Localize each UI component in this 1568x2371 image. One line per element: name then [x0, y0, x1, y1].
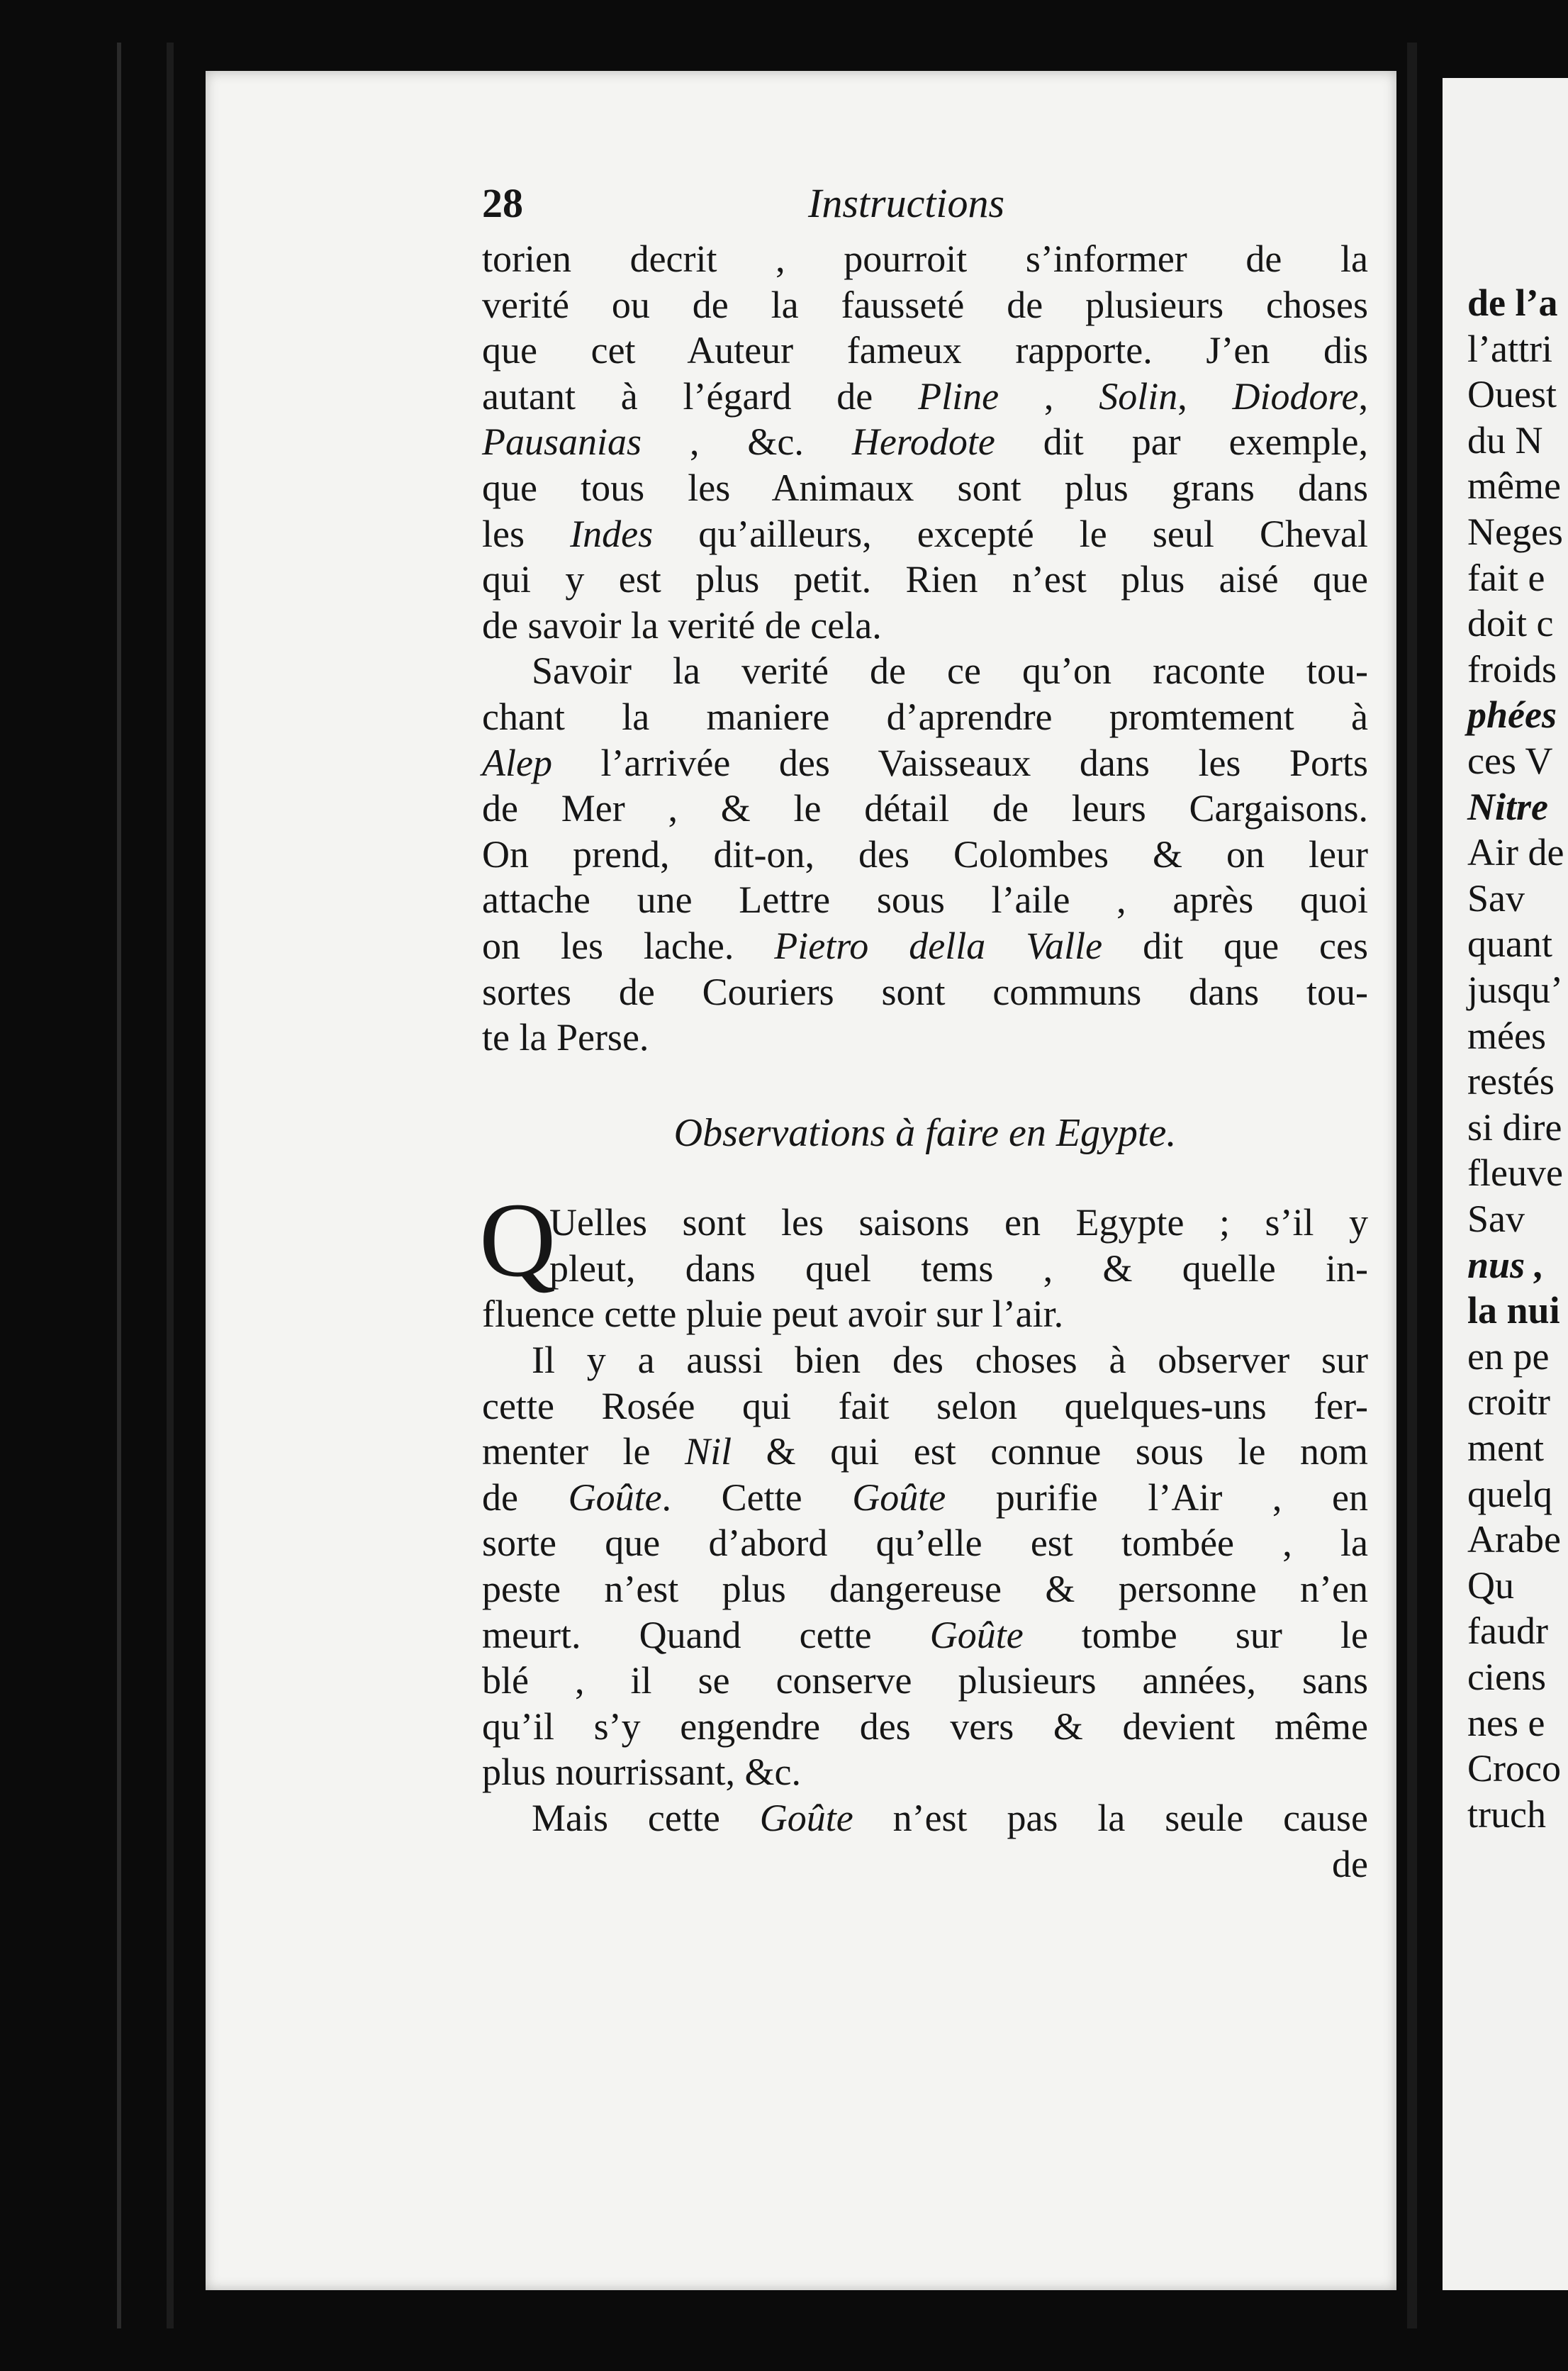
facing-page-line: Qu: [1467, 1563, 1514, 1607]
binding-edge: [117, 43, 121, 2328]
facing-page-line: jusqu’: [1467, 969, 1563, 1011]
text-line: sorte que d’abord qu’elle est tombée , la: [482, 1522, 1368, 1565]
text-line: On prend, dit-on, des Colombes & on leur: [482, 832, 1368, 876]
text-line: torien decrit , pourroit s’informer de la: [482, 238, 1368, 280]
facing-page-line: faudr: [1467, 1610, 1548, 1653]
paragraph-5: [482, 1795, 1368, 1841]
facing-page-line: Arabe: [1467, 1518, 1561, 1561]
text-line: Pausanias , &c. Herodote dit par exemple,: [482, 420, 1368, 464]
facing-page-line: Croco: [1467, 1747, 1561, 1790]
paragraph-3: [479, 1181, 1368, 1337]
text-line: blé , il se conserve plusieurs années, sans: [482, 1659, 1368, 1702]
facing-page-line: doit c: [1467, 602, 1554, 645]
facing-page: [1443, 78, 1568, 2290]
running-head: [482, 181, 1368, 236]
text-line: que tous les Animaux sont plus grans dans: [482, 466, 1368, 509]
binding-edge: [167, 43, 174, 2328]
facing-page-line: nus ,: [1467, 1243, 1545, 1286]
text-line: que cet Auteur fameux rapporte. J’en dis: [482, 329, 1368, 372]
text-line: Alep l’arrivée des Vaisseaux dans les Ports: [482, 741, 1368, 784]
facing-page-line: en pe: [1467, 1334, 1550, 1378]
text-line: les Indes qu’ailleurs, excepté le seul Cheval: [482, 512, 1368, 555]
facing-page-line: ces V: [1467, 740, 1553, 782]
facing-page-line: la nui: [1467, 1289, 1560, 1332]
facing-page-line: Air de: [1467, 831, 1564, 874]
facing-page-line: Nitre: [1467, 785, 1548, 828]
facing-page-line: fleuve: [1467, 1151, 1563, 1195]
facing-page-line: mées: [1467, 1014, 1546, 1057]
facing-page-line: nes e: [1467, 1701, 1545, 1744]
paragraph-2: [482, 648, 1368, 1060]
facing-page-line: croitr: [1467, 1380, 1550, 1424]
paragraph-4: [482, 1337, 1368, 1795]
text-line: Mais cette Goûte n’est pas la seule cause: [532, 1797, 1368, 1839]
text-line: de Goûte. Cette Goûte purifie l’Air , en: [482, 1475, 1369, 1519]
page-text: [479, 180, 1369, 1887]
text-line: meurt. Quand cette Goûte tombe sur le: [482, 1613, 1368, 1656]
text-line: peste n’est plus dangereuse & personne n’en: [482, 1568, 1368, 1611]
gutter-edge: [1407, 43, 1417, 2328]
facing-page-line: Sav: [1467, 1198, 1525, 1240]
text-line: cette Rosée qui fait selon quelques-uns fer-: [482, 1384, 1368, 1427]
facing-page-line: fait e: [1467, 556, 1545, 599]
facing-page-line: de l’a: [1467, 281, 1558, 324]
text-line: te la Perse.: [482, 1016, 649, 1059]
text-line: autant à l’égard de Pline , Solin, Diodore,: [482, 374, 1369, 418]
text-line: de savoir la verité de cela.: [482, 603, 882, 647]
drop-cap: Q: [479, 1181, 556, 1300]
facing-page-line: l’attri: [1467, 327, 1552, 370]
text-line: Il y a aussi bien des choses à observer sur: [532, 1339, 1368, 1382]
text-line: fluence cette pluie peut avoir sur l’air.: [482, 1293, 1064, 1336]
facing-page-line: même: [1467, 464, 1561, 508]
text-line: qui y est plus petit. Rien n’est plus aisé que: [482, 558, 1368, 601]
text-line: plus nourrissant, &c.: [482, 1751, 801, 1794]
paragraph-1: [482, 236, 1368, 648]
text-line: Savoir la verité de ce qu’on raconte tou-: [532, 649, 1368, 693]
text-line: Uelles sont les saisons en Egypte ; s’il y: [549, 1201, 1368, 1244]
facing-page-line: du N: [1467, 418, 1543, 462]
facing-page-line: ciens: [1467, 1656, 1546, 1698]
running-head-title: Instructions: [808, 180, 1005, 226]
text-line: de Mer , & le détail de leurs Cargaisons.: [482, 787, 1368, 830]
facing-page-line: Sav: [1467, 876, 1525, 920]
section-heading: Observations à faire en Egypte.: [673, 1110, 1177, 1155]
facing-page-line: froids: [1467, 647, 1557, 691]
facing-page-line: truch: [1467, 1792, 1546, 1836]
text-line: on les lache. Pietro della Valle dit que ces: [482, 924, 1368, 967]
text-line: pleut, dans quel tems , & quelle in-: [549, 1246, 1368, 1290]
facing-page-line: ment: [1467, 1427, 1544, 1469]
text-line: sortes de Couriers sont communs dans tou-: [482, 970, 1368, 1013]
facing-page-line: Neges: [1467, 511, 1563, 553]
page-number: 28: [482, 180, 523, 226]
facing-page-line: quant: [1467, 922, 1552, 966]
facing-page-line: Ouest: [1467, 373, 1557, 416]
text-line: attache une Lettre sous l’aile , après quoi: [482, 878, 1368, 922]
text-line: verité ou de la fausseté de plusieurs choses: [482, 283, 1368, 326]
facing-page-line: phées: [1467, 693, 1557, 737]
text-line: menter le Nil & qui est connue sous le nom: [482, 1430, 1368, 1473]
text-line: chant la maniere d’aprendre promtement à: [482, 695, 1368, 738]
text-line: qu’il s’y engendre des vers & devient même: [482, 1705, 1368, 1748]
facing-page-line: si dire: [1467, 1105, 1562, 1149]
catchword: de: [1332, 1842, 1368, 1885]
facing-page-line: quelq: [1467, 1472, 1552, 1515]
facing-page-line: restés: [1467, 1060, 1555, 1103]
